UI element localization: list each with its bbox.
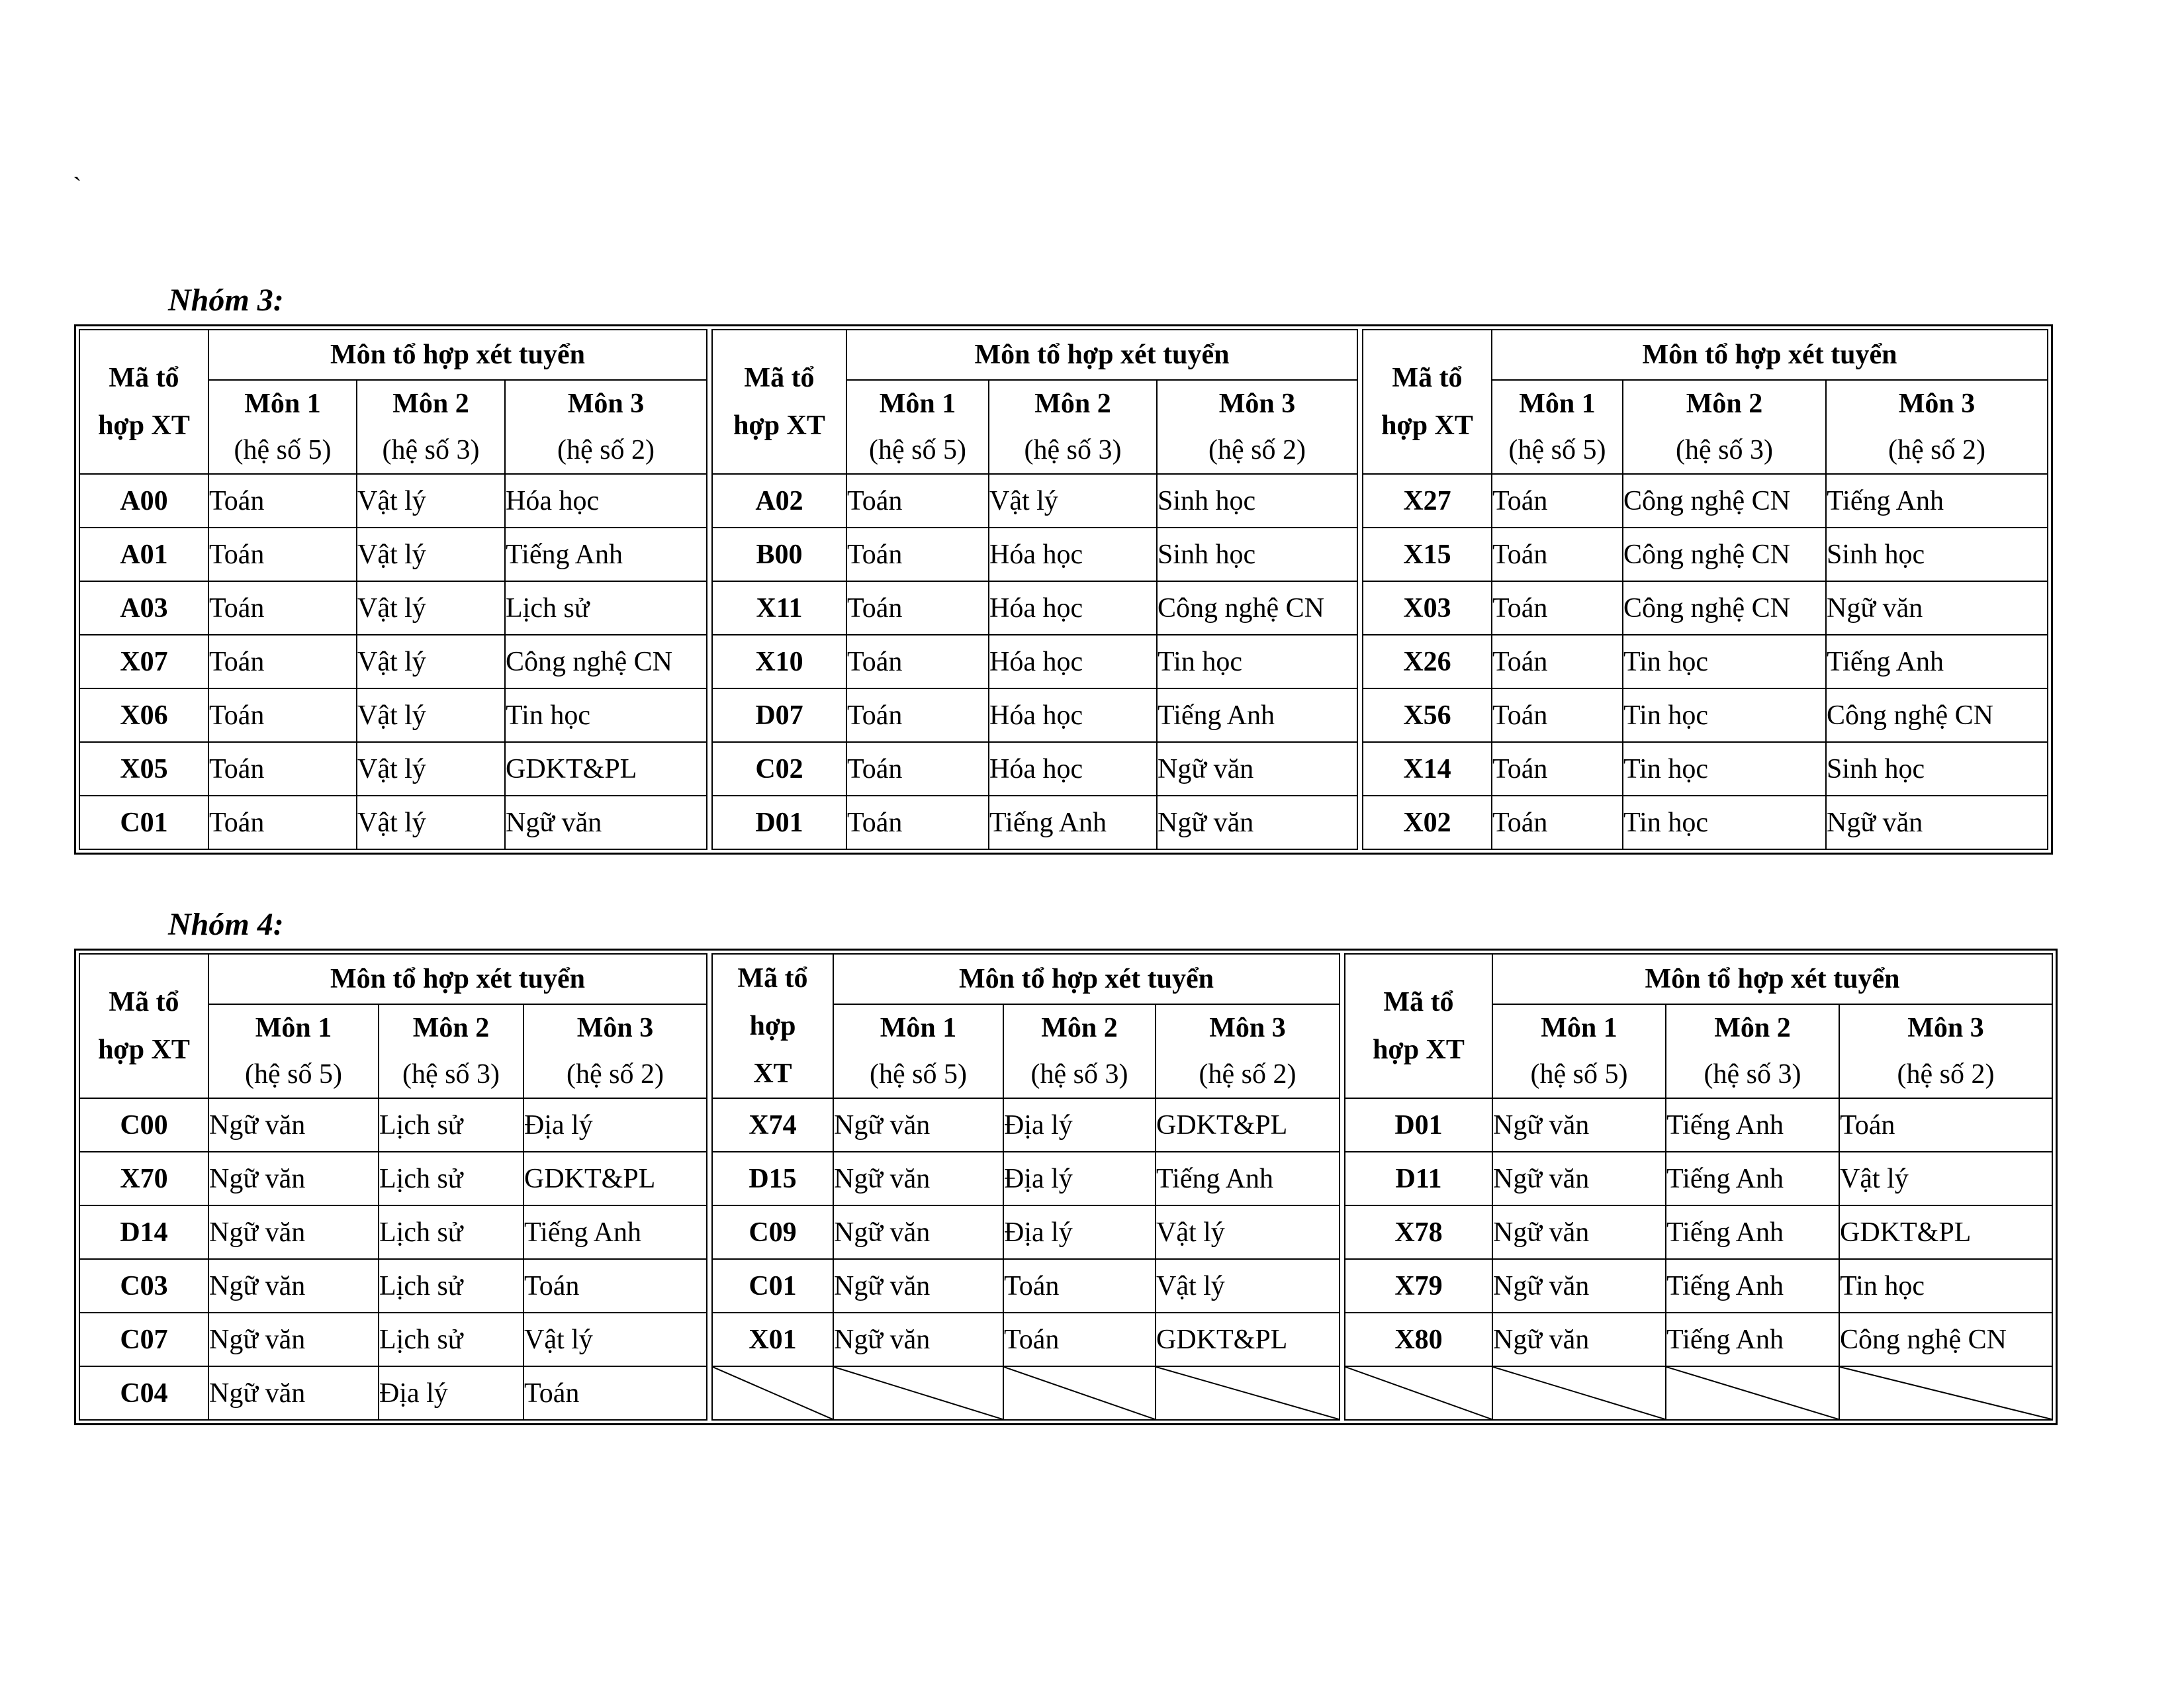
subject-name: Môn 2 xyxy=(1714,1013,1791,1043)
subject-cell: Tiếng Anh xyxy=(1156,1152,1340,1205)
subject-cell: Vật lý xyxy=(357,688,505,742)
combo-table-block xyxy=(79,329,707,850)
subject-cell: Tin học xyxy=(1839,1259,2052,1313)
subject-name: Môn 1 xyxy=(1541,1013,1617,1043)
subject-header xyxy=(833,1004,1003,1098)
subject-cell: Ngữ văn xyxy=(208,1259,379,1313)
subject-coefficient: (hệ số 3) xyxy=(1676,435,1773,465)
subject-header xyxy=(1839,1004,2052,1098)
subject-name: Môn 3 xyxy=(1907,1013,1984,1043)
table-row xyxy=(712,742,1357,796)
subject-cell: Ngữ văn xyxy=(1492,1098,1666,1152)
subject-cell: GDKT&PL xyxy=(523,1152,707,1205)
subject-cell: Tiếng Anh xyxy=(1666,1313,1839,1366)
subject-cell: Ngữ văn xyxy=(1492,1313,1666,1366)
subject-cell: Lịch sử xyxy=(379,1313,523,1366)
combo-header: Môn tổ hợp xét tuyển xyxy=(208,954,707,1004)
subject-header xyxy=(379,1004,523,1098)
code-header xyxy=(1363,330,1492,474)
subject-header xyxy=(505,380,707,474)
subject-name: Môn 3 xyxy=(1218,389,1296,419)
subject-header xyxy=(523,1004,707,1098)
combo-code: C04 xyxy=(79,1366,208,1420)
combo-code: X05 xyxy=(79,742,208,796)
subject-coefficient: (hệ số 3) xyxy=(1704,1059,1801,1090)
subject-cell: Vật lý xyxy=(357,474,505,528)
subject-coefficient: (hệ số 3) xyxy=(402,1059,500,1090)
group-3-title: Nhóm 3: xyxy=(168,283,284,318)
subject-cell: Vật lý xyxy=(1839,1152,2052,1205)
subject-name: Môn 2 xyxy=(1034,389,1111,419)
code-header xyxy=(712,330,846,474)
empty-cell xyxy=(1839,1366,2052,1420)
subject-cell: Hóa học xyxy=(989,635,1157,688)
combo-code: A02 xyxy=(712,474,846,528)
table-row xyxy=(1345,1152,2052,1205)
combo-code: X79 xyxy=(1345,1259,1492,1313)
combo-code: X56 xyxy=(1363,688,1492,742)
subject-cell: Tiếng Anh xyxy=(1666,1205,1839,1259)
subject-name: Môn 2 xyxy=(1686,389,1763,419)
code-header xyxy=(712,954,833,1098)
subject-cell: Toán xyxy=(846,635,989,688)
combo-code: X03 xyxy=(1363,581,1492,635)
subject-cell: Công nghệ CN xyxy=(1157,581,1357,635)
subject-coefficient: (hệ số 5) xyxy=(234,435,332,465)
code-header-line: hợp XT xyxy=(1381,410,1473,441)
subject-cell: Toán xyxy=(1492,528,1623,581)
code-header-line: hợp XT xyxy=(733,410,825,441)
table-row xyxy=(79,1205,707,1259)
group-4-table xyxy=(74,949,2058,1425)
subject-cell: Tin học xyxy=(505,688,707,742)
subject-cell: Toán xyxy=(1003,1259,1156,1313)
subject-header xyxy=(1003,1004,1156,1098)
subject-cell: Tiếng Anh xyxy=(1666,1098,1839,1152)
subject-cell: Toán xyxy=(846,474,989,528)
combo-header: Môn tổ hợp xét tuyển xyxy=(833,954,1340,1004)
combo-code: C09 xyxy=(712,1205,833,1259)
subject-cell: Lịch sử xyxy=(379,1259,523,1313)
subject-cell: Ngữ văn xyxy=(1826,796,2048,849)
table-row xyxy=(712,1152,1340,1205)
subject-cell: Vật lý xyxy=(357,796,505,849)
empty-cell xyxy=(1156,1366,1340,1420)
subject-name: Môn 2 xyxy=(412,1013,490,1043)
subject-coefficient: (hệ số 5) xyxy=(869,435,966,465)
subject-cell: Tiếng Anh xyxy=(1666,1152,1839,1205)
combo-code: X15 xyxy=(1363,528,1492,581)
subject-cell: Tin học xyxy=(1623,796,1826,849)
combo-code: X07 xyxy=(79,635,208,688)
subject-cell: Vật lý xyxy=(357,635,505,688)
subject-cell: Ngữ văn xyxy=(1157,796,1357,849)
subject-cell: Vật lý xyxy=(989,474,1157,528)
subject-name: Môn 3 xyxy=(1898,389,1976,419)
subject-cell: GDKT&PL xyxy=(1839,1205,2052,1259)
table-row xyxy=(79,688,707,742)
subject-cell: Toán xyxy=(846,528,989,581)
subject-cell: Toán xyxy=(208,474,357,528)
combo-code: A00 xyxy=(79,474,208,528)
subject-coefficient: (hệ số 5) xyxy=(870,1059,967,1090)
header-row xyxy=(1363,330,2048,380)
subject-cell: Tiếng Anh xyxy=(1826,635,2048,688)
code-header-line: hợp XT xyxy=(1373,1035,1465,1065)
subject-cell: Toán xyxy=(1492,742,1623,796)
combo-code: D11 xyxy=(1345,1152,1492,1205)
empty-cell xyxy=(1345,1366,1492,1420)
table-row xyxy=(79,1313,707,1366)
subject-coefficient: (hệ số 2) xyxy=(1888,435,1985,465)
subject-name: Môn 3 xyxy=(567,389,645,419)
empty-cell xyxy=(833,1366,1003,1420)
subject-cell: Sinh học xyxy=(1157,528,1357,581)
subject-coefficient: (hệ số 2) xyxy=(1199,1059,1297,1090)
subject-header xyxy=(1156,1004,1340,1098)
subject-cell: Toán xyxy=(208,528,357,581)
subject-coefficient: (hệ số 5) xyxy=(1530,1059,1628,1090)
table-row xyxy=(712,1366,1340,1420)
table-row xyxy=(712,688,1357,742)
combo-header: Môn tổ hợp xét tuyển xyxy=(1492,330,2048,380)
empty-cell xyxy=(712,1366,833,1420)
combo-code: X01 xyxy=(712,1313,833,1366)
group-4-title: Nhóm 4: xyxy=(168,907,284,942)
combo-code: X27 xyxy=(1363,474,1492,528)
subject-cell: Công nghệ CN xyxy=(1623,528,1826,581)
subject-cell: Toán xyxy=(208,688,357,742)
code-header-line: Mã tổ xyxy=(109,363,179,393)
subject-header xyxy=(1623,380,1826,474)
subject-cell: Lịch sử xyxy=(379,1152,523,1205)
combo-code: C03 xyxy=(79,1259,208,1313)
subject-cell: Ngữ văn xyxy=(208,1313,379,1366)
combo-code: D15 xyxy=(712,1152,833,1205)
subject-cell: Toán xyxy=(1492,581,1623,635)
combo-code: X78 xyxy=(1345,1205,1492,1259)
subject-cell: Sinh học xyxy=(1826,742,2048,796)
combo-table-block xyxy=(79,953,707,1421)
combo-code: X14 xyxy=(1363,742,1492,796)
subject-cell: Tiếng Anh xyxy=(1666,1259,1839,1313)
subject-coefficient: (hệ số 3) xyxy=(1030,1059,1128,1090)
subject-coefficient: (hệ số 3) xyxy=(382,435,480,465)
subject-cell: Công nghệ CN xyxy=(1826,688,2048,742)
subject-cell: Toán xyxy=(208,742,357,796)
table-row xyxy=(1345,1366,2052,1420)
subject-cell: Toán xyxy=(208,581,357,635)
subject-cell: Tiếng Anh xyxy=(523,1205,707,1259)
subject-cell: Lịch sử xyxy=(379,1205,523,1259)
combo-code: X80 xyxy=(1345,1313,1492,1366)
combo-table-block xyxy=(1362,329,2048,850)
empty-cell xyxy=(1003,1366,1156,1420)
subject-cell: Tiếng Anh xyxy=(1157,688,1357,742)
combo-code: B00 xyxy=(712,528,846,581)
subject-coefficient: (hệ số 5) xyxy=(245,1059,342,1090)
table-row xyxy=(1363,581,2048,635)
subject-header xyxy=(1492,1004,1666,1098)
table-row xyxy=(712,1205,1340,1259)
subject-coefficient: (hệ số 3) xyxy=(1024,435,1122,465)
subject-cell: Tiếng Anh xyxy=(1826,474,2048,528)
combo-code: X11 xyxy=(712,581,846,635)
subject-cell: Lịch sử xyxy=(505,581,707,635)
table-row xyxy=(79,581,707,635)
subject-header xyxy=(1826,380,2048,474)
subject-cell: Toán xyxy=(846,796,989,849)
subject-cell: Công nghệ CN xyxy=(1839,1313,2052,1366)
subject-cell: Ngữ văn xyxy=(208,1152,379,1205)
table-row xyxy=(1363,635,2048,688)
combo-code: X26 xyxy=(1363,635,1492,688)
subject-cell: Ngữ văn xyxy=(505,796,707,849)
subject-cell: Ngữ văn xyxy=(208,1366,379,1420)
table-row xyxy=(1345,1205,2052,1259)
subject-cell: GDKT&PL xyxy=(505,742,707,796)
subject-header xyxy=(989,380,1157,474)
table-row xyxy=(79,1098,707,1152)
subject-cell: Toán xyxy=(1492,635,1623,688)
combo-code: X74 xyxy=(712,1098,833,1152)
subject-cell: Địa lý xyxy=(379,1366,523,1420)
code-header-line: Mã tổ xyxy=(1392,363,1463,393)
subject-header xyxy=(1492,380,1623,474)
subject-name: Môn 1 xyxy=(255,1013,332,1043)
subject-cell: Địa lý xyxy=(1003,1098,1156,1152)
subject-coefficient: (hệ số 2) xyxy=(567,1059,664,1090)
table-row xyxy=(79,528,707,581)
subject-cell: Lịch sử xyxy=(379,1098,523,1152)
combo-code: D14 xyxy=(79,1205,208,1259)
table-row xyxy=(1345,1313,2052,1366)
subject-cell: Hóa học xyxy=(505,474,707,528)
combo-code: C00 xyxy=(79,1098,208,1152)
subject-cell: Toán xyxy=(1003,1313,1156,1366)
combo-code: X06 xyxy=(79,688,208,742)
combo-code: C01 xyxy=(79,796,208,849)
code-header-line: hợp XT xyxy=(98,410,190,441)
subject-cell: Toán xyxy=(1492,474,1623,528)
subject-cell: Hóa học xyxy=(989,581,1157,635)
subject-cell: Địa lý xyxy=(1003,1205,1156,1259)
subject-name: Môn 1 xyxy=(880,1013,957,1043)
subject-cell: Ngữ văn xyxy=(833,1205,1003,1259)
subject-cell: GDKT&PL xyxy=(1156,1313,1340,1366)
subject-cell: Địa lý xyxy=(523,1098,707,1152)
combo-header: Môn tổ hợp xét tuyển xyxy=(208,330,707,380)
subject-cell: Ngữ văn xyxy=(833,1098,1003,1152)
subject-cell: Tiếng Anh xyxy=(505,528,707,581)
combo-code: C01 xyxy=(712,1259,833,1313)
code-header xyxy=(1345,954,1492,1098)
empty-cell xyxy=(1492,1366,1666,1420)
combo-code: C02 xyxy=(712,742,846,796)
subject-cell: Công nghệ CN xyxy=(1623,581,1826,635)
subject-cell: Vật lý xyxy=(1156,1259,1340,1313)
subject-cell: Sinh học xyxy=(1826,528,2048,581)
table-row xyxy=(79,1259,707,1313)
subject-cell: Ngữ văn xyxy=(1826,581,2048,635)
table-row xyxy=(712,1098,1340,1152)
subject-name: Môn 3 xyxy=(576,1013,654,1043)
subject-cell: Ngữ văn xyxy=(833,1313,1003,1366)
combo-code: X70 xyxy=(79,1152,208,1205)
subject-cell: Tiếng Anh xyxy=(989,796,1157,849)
subject-name: Môn 1 xyxy=(1519,389,1596,419)
subject-cell: Công nghệ CN xyxy=(1623,474,1826,528)
subject-header xyxy=(357,380,505,474)
table-row xyxy=(712,635,1357,688)
table-row xyxy=(79,796,707,849)
combo-code: D07 xyxy=(712,688,846,742)
combo-code: D01 xyxy=(1345,1098,1492,1152)
subject-header xyxy=(846,380,989,474)
group-3-table xyxy=(74,324,2053,855)
subject-name: Môn 2 xyxy=(1041,1013,1118,1043)
table-row xyxy=(79,1366,707,1420)
subject-header xyxy=(1157,380,1357,474)
table-row xyxy=(1363,742,2048,796)
table-row xyxy=(1363,796,2048,849)
combo-code: D01 xyxy=(712,796,846,849)
table-row xyxy=(712,528,1357,581)
combo-header: Môn tổ hợp xét tuyển xyxy=(846,330,1357,380)
header-row xyxy=(712,954,1340,1004)
code-header-line: Mã tổ xyxy=(109,987,179,1017)
combo-code: C07 xyxy=(79,1313,208,1366)
table-row xyxy=(712,1259,1340,1313)
combo-table-block xyxy=(711,953,1340,1421)
combo-header: Môn tổ hợp xét tuyển xyxy=(1492,954,2052,1004)
table-row xyxy=(712,1313,1340,1366)
subject-cell: Toán xyxy=(1492,796,1623,849)
table-row xyxy=(712,581,1357,635)
subject-cell: Vật lý xyxy=(357,742,505,796)
subject-cell: Tin học xyxy=(1623,635,1826,688)
combo-code: X10 xyxy=(712,635,846,688)
table-row xyxy=(712,474,1357,528)
subject-cell: Ngữ văn xyxy=(208,1098,379,1152)
subject-cell: Toán xyxy=(846,688,989,742)
combo-code: X02 xyxy=(1363,796,1492,849)
code-header xyxy=(79,954,208,1098)
subject-cell: Tin học xyxy=(1623,688,1826,742)
combo-code: A01 xyxy=(79,528,208,581)
combo-table-block xyxy=(711,329,1358,850)
subject-cell: Địa lý xyxy=(1003,1152,1156,1205)
subject-cell: Toán xyxy=(523,1366,707,1420)
empty-cell xyxy=(1666,1366,1839,1420)
subject-cell: Sinh học xyxy=(1157,474,1357,528)
subject-cell: Toán xyxy=(523,1259,707,1313)
subject-name: Môn 3 xyxy=(1209,1013,1286,1043)
code-header-line: Mã tổ xyxy=(1383,987,1454,1017)
subject-cell: Vật lý xyxy=(523,1313,707,1366)
table-row xyxy=(79,742,707,796)
subject-name: Môn 2 xyxy=(392,389,469,419)
subject-cell: Vật lý xyxy=(357,581,505,635)
subject-cell: Tin học xyxy=(1157,635,1357,688)
subject-header xyxy=(208,1004,379,1098)
table-row xyxy=(79,1152,707,1205)
code-header xyxy=(79,330,208,474)
subject-cell: Hóa học xyxy=(989,742,1157,796)
table-row xyxy=(1345,1259,2052,1313)
subject-coefficient: (hệ số 2) xyxy=(557,435,655,465)
subject-cell: Ngữ văn xyxy=(833,1259,1003,1313)
code-header-line: hợp xyxy=(749,1011,796,1041)
subject-coefficient: (hệ số 2) xyxy=(1897,1059,1995,1090)
table-row xyxy=(1363,474,2048,528)
subject-cell: Toán xyxy=(208,635,357,688)
table-row xyxy=(79,635,707,688)
stray-mark: ` xyxy=(73,171,82,201)
header-row xyxy=(712,330,1357,380)
table-row xyxy=(79,474,707,528)
subject-cell: Ngữ văn xyxy=(833,1152,1003,1205)
subject-name: Môn 1 xyxy=(244,389,321,419)
combo-table-block xyxy=(1344,953,2053,1421)
subject-cell: Toán xyxy=(1492,688,1623,742)
subject-header xyxy=(208,380,357,474)
subject-coefficient: (hệ số 2) xyxy=(1208,435,1306,465)
subject-cell: Toán xyxy=(846,742,989,796)
code-header-line: Mã tổ xyxy=(744,363,815,393)
combo-code: A03 xyxy=(79,581,208,635)
subject-cell: Hóa học xyxy=(989,528,1157,581)
subject-header xyxy=(1666,1004,1839,1098)
subject-cell: Ngữ văn xyxy=(1492,1152,1666,1205)
subject-name: Môn 1 xyxy=(879,389,956,419)
subject-cell: Toán xyxy=(208,796,357,849)
subject-cell: GDKT&PL xyxy=(1156,1098,1340,1152)
code-header-line: XT xyxy=(753,1058,792,1089)
table-row xyxy=(712,796,1357,849)
subject-cell: Công nghệ CN xyxy=(505,635,707,688)
subject-cell: Vật lý xyxy=(1156,1205,1340,1259)
table-row xyxy=(1363,528,2048,581)
subject-cell: Ngữ văn xyxy=(1157,742,1357,796)
header-row xyxy=(79,330,707,380)
subject-cell: Tin học xyxy=(1623,742,1826,796)
code-header-line: hợp XT xyxy=(98,1035,190,1065)
subject-cell: Toán xyxy=(1839,1098,2052,1152)
header-row xyxy=(1345,954,2052,1004)
subject-coefficient: (hệ số 5) xyxy=(1508,435,1606,465)
subject-cell: Vật lý xyxy=(357,528,505,581)
code-header-line: Mã tổ xyxy=(737,963,808,994)
header-row xyxy=(79,954,707,1004)
subject-cell: Hóa học xyxy=(989,688,1157,742)
subject-cell: Ngữ văn xyxy=(1492,1259,1666,1313)
subject-cell: Ngữ văn xyxy=(1492,1205,1666,1259)
subject-cell: Toán xyxy=(846,581,989,635)
table-row xyxy=(1363,688,2048,742)
subject-cell: Ngữ văn xyxy=(208,1205,379,1259)
table-row xyxy=(1345,1098,2052,1152)
